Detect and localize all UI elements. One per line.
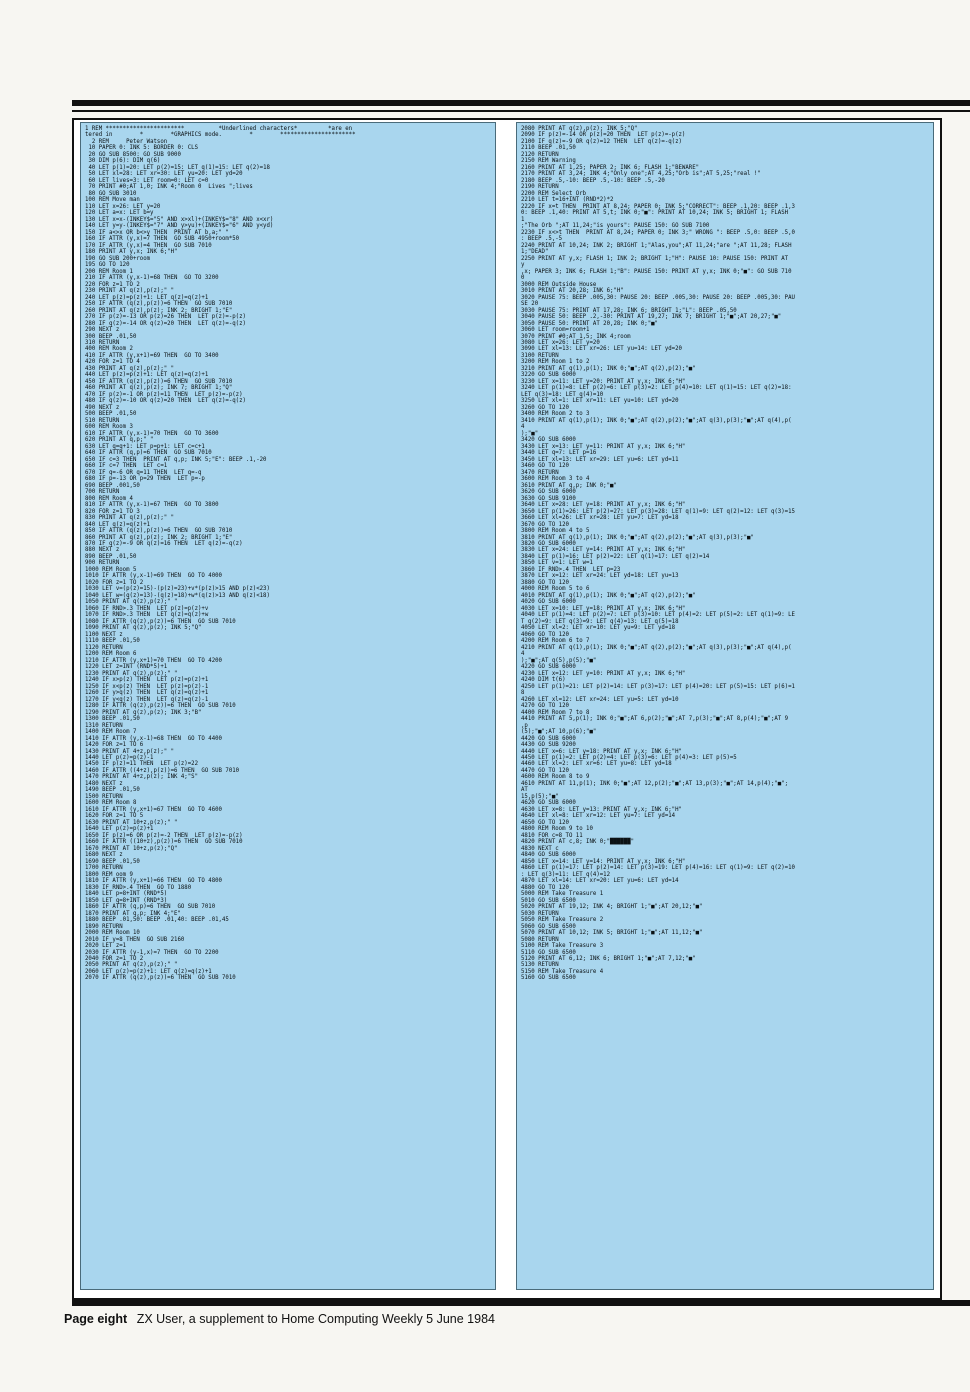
basic-listing-right: 2080 PRINT AT q(z),p(z); INK 5;"Q" 2090 IF p(z)=-14 OR p(z)=20 THEN LET p(z)=-p(z) 2100 IF q(z)=-9 OR q(z)=12 THEN LET q(z)=-q(z) 2110 BEEP .01,50 2120 RETURN 2150 REM Warning 2160 PRINT AT 1,25; PAPER 2; INK 6; FLASH 1;"BEWARE" 2170 PRINT AT 3,24; INK 4;"Only one";AT 4,25;"Orb is";AT 5,25;"real !" 2180 BEEP .5,-10: BEEP .5,-10: BEEP .5,-20 2190 RETURN 2200 REM Select Orb 2210 LET t=16+INT (RND*2)*2 2220 IF x=t THEN PRINT AT 8,24; PAPER 0; INK 5;"CORRECT": BEEP .1,20: BEEP .1,3 0: BEEP .1,40: PRINT AT 5,t; INK 0;"■": PRINT AT 10,24; INK 5; BRIGHT 1; FLASH 1 ;"The Orb ";AT 11,24;"is yours": PAUSE 150: GO SUB 7100 2230 IF x<>t THEN PRINT AT 8,24; PAPER 0; INK 3;" WRONG ": BEEP .5,0: BEEP .5,0 : BEEP .5,-5 2240 PRINT AT 10,24; INK 2; BRIGHT 1;"Alas,you";AT 11,24;"are ";AT 11,28; FLASH 1;"DEAD" 2250 PRINT AT y,x; FLASH 1; INK 2; BRIGHT 1;"H": PAUSE 10: PAUSE 150: PRINT AT y ,x; PAPER 3; INK 6; FLASH 1;"B": PAUSE 150: PRINT AT y,x; INK 0;"■": GO SUB 710 0 3000 REM Outside House 3010 PRINT AT 20,28; INK 6;"H" 3020 PAUSE 75: BEEP .005,30: PAUSE 20: BEEP .005,30: PAUSE 20: BEEP .005,30: PAU SE 20 3030 PAUSE 75: PRINT AT 17,28; INK 6; BRIGHT 1;"L": BEEP .05,50 3040 PAUSE 50: BEEP .2,-30: PRINT AT 19,27; INK 7; BRIGHT 1;"■";AT 20,27;"■" 3050 PAUSE 50: PRINT AT 20,28; INK 0;"■" 3060 LET room=room+1 3070 PRINT #0;AT 1,5; INK 4;room 3080 LET x=26: LET y=20 3090 LET xl=13: LET xr=26: LET yu=14: LET yd=20 3100 RETURN 3200 REM Room 1 to 2 3210 PRINT AT q(1),p(1); INK 0;"■";AT q(2),p(2);"■" 3220 GO SUB 6000 3230 LET x=11: LET y=20: PRINT AT y,x; INK 6;"H" 3240 LET p(1)=8: LET p(2)=6: LET p(3)=2: LET p(4)=10: LET q(1)=15: LET q(2)=18: LET q(3)=18: LET q(4)=10 3250 LET xl=1: LET xr=11: LET yu=10: LET yd=20 3260 GO TO 120 3400 REM Room 2 to 3 3410 PRINT AT q(1),p(1); INK 0;"■";AT q(2),p(2);"■";AT q(3),p(3);"■";AT q(4),p( 4 );"■" 3420 GO SUB 6000 3430 LET x=13: LET y=11: PRINT AT y,x; INK 6;"H" 3440 LET q=7: LET p=16 3450 LET xl=13: LET xr=29: LET yu=6: LET yd=11 3460 GO TO 120 3470 RETURN 3600 REM Room 3 to 4 3610 PRINT AT q,p; INK 0;"■" 3620 GO SUB 6000 3630 GO SUB 9100 3640 LET x=28: LET y=18: PRINT AT y,x; INK 6;"H" 3650 LET p(1)=26: LET p(2)=27: LET p(3)=28: LET q(1)=9: LET q(2)=12: LET q(3)=15 3660 LET xl=26: LET xr=28: LET yu=7: LET yd=18 3670 GO TO 120 3800 REM Room 4 to 5 3810 PRINT AT q(1),p(1); INK 0;"■";AT q(2),p(2);"■";AT q(3),p(3);"■" 3820 GO SUB 6000 3830 LET x=24: LET y=14: PRINT AT y,x; INK 6;"H" 3840 LET p(1)=16: LET p(2)=22: LET q(1)=17: LET q(2)=14 3850 LET v=1: LET w=1 3860 IF RND>.4 THEN LET p=23 3870 LET x=12: LET xr=24: LET yd=18: LET yu=13 3880 GO TO 120 4000 REM Room 5 to 6 4010 PRINT AT q(1),p(1); INK 0;"■";AT q(2),p(2);"■" 4020 GO SUB 6000 4030 LET x=10: LET y=18: PRINT AT y,x; INK 6;"H" 4040 LET p(1)=4: LET p(2)=7: LET p(3)=10: LET p(4)=2: LET p(5)=2: LET q(1)=9: LE T q(2)=9: LET q(3)=9: LET q(4)=13: LET q(5)=18 4050 LET xl=2: LET xr=10: LET yu=9: LET yd=18 4060 GO TO 120 4200 REM Room 6 to 7 4210 PRINT AT q(1),p(1); INK 0;"■";AT q(2),p(2);"■";AT q(3),p(3);"■";AT q(4),p( 4 );"■";AT q(5),p(5);"■" 4220 GO SUB 6000 4230 LET x=12: LET y=10: PRINT AT y,x; INK 6;"H" 4240 DIM t(6) 4250 LET p(1)=21: LET p(2)=14: LET p(3)=17: LET p(4)=20: LET p(5)=15: LET p(6)=1 8 4260 LET xl=12: LET xr=24: LET yu=5: LET yd=10 4270 GO TO 120 4400 REM Room 7 to 8 4410 PRINT AT 5,p(1); INK 0;"■";AT 6,p(2);"■";AT 7,p(3);"■";AT 8,p(4);"■";AT 9 ,p (5);"■";AT 10,p(6);"■" 4420 GO SUB 6000 4430 GO SUB 9200 4440 LET x=6: LET y=18: PRINT AT y,x; INK 6;"H" 4450 LET p(1)=2: LET p(2)=4: LET p(3)=6: LET p(4)=3: LET p(5)=5 4460 LET xl=2: LET xr=6: LET yu=8: LET yd=18 4470 GO TO 120 4600 REM Room 8 to 9 4610 PRINT AT 11,p(1); INK 0;"■";AT 12,p(2);"■";AT 13,p(3);"■";AT 14,p(4);"■"; AT 15,p(5);"■" 4620 GO SUB 6000 4630 LET x=8: LET y=13: PRINT AT y,x; INK 6;"H" 4640 LET xl=8: LET xr=12: LET yu=7: LET yd=14 4650 GO TO 120 4800 REM Room 9 to 10 4810 FOR c=8 TO 11 4820 PRINT AT c,8; INK 0;"██████" 4830 NEXT c 4840 GO SUB 6000 4850 LET x=14: LET y=14: PRINT AT y,x; INK 6;"H" 4860 LET p(1)=17: LET p(2)=14: LET p(3)=19: LET p(4)=16: LET q(1)=9: LET q(2)=10 : LET q(3)=11: LET q(4)=12 4870 LET xl=14: LET xr=20: LET yu=6: LET yd=14 4880 GO TO 120 5000 REM Take Treasure 1 5010 GO SUB 6500 5020 PRINT AT 19,12; INK 4; BRIGHT 1;"■";AT 20,12;"■" 5030 RETURN 5050 REM Take Treasure 2 5060 GO SUB 6500 5070 PRINT AT 10,12; INK 5; BRIGHT 1;"■";AT 11,12;"■" 5080 RETURN 5100 REM Take Treasure 3 5110 GO SUB 6500 5120 PRINT AT 6,12; INK 6; BRIGHT 1;"■";AT 7,12;"■" 5130 RETURN 5150 REM Take Treasure 4 5160 GO SUB 6500 [521, 126, 795, 982]
top-rule [72, 100, 970, 106]
listing-column-right [516, 122, 934, 1290]
bottom-rule [72, 1300, 970, 1306]
top-rule-thin [72, 110, 970, 112]
basic-listing-left: 1 REM *********************** *Underlined characters* *are en tered in * *GRAPHICS mode. * ********************** 2 REM Peter Watson 10 PAPER 0: INK 5: BORDER 0: CLS 20 GO SUB 8500: GO SUB 9000 30 DIM p(6): DIM q(6) 40 LET p(1)=20: LET p(2)=15: LET q(1)=15: LET q(2)=18 50 LET xl=28: LET xr=30: LET yu=20: LET yd=20 60 LET lives=3: LET room=0: LET c=0 70 PRINT #0;AT 1,0; INK 4;"Room 0 Lives ";lives 80 GO SUB 3010 100 REM Move man 110 LET x=26: LET y=20 120 LET a=x: LET b=y 130 LET x=x-(INKEY$="5" AND x>xl)+(INKEY$="8" AND x<xr) 140 LET y=y-(INKEY$="7" AND y>yu)+(INKEY$="6" AND y<yd) 150 IF a<>x OR b<>y THEN PRINT AT b,a;" " 160 IF ATTR (y,x)=7 THEN GO SUB 4950+room*50 170 IF ATTR (y,x)=4 THEN GO SUB 7010 180 PRINT AT y,x; INK 6;"H" 190 GO SUB 200+room 195 GO TO 120 200 REM Room 1 210 IF ATTR (y,x-1)=68 THEN GO TO 3200 220 FOR z=1 TO 2 230 PRINT AT q(z),p(z);" " 240 LET p(z)=p(z)+1: LET q(z)=q(z)+1 250 IF ATTR (q(z),p(z))=6 THEN GO SUB 7010 260 PRINT AT q(z),p(z); INK 2; BRIGHT 1;"E" 270 IF p(z)=-13 OR p(z)=26 THEN LET p(z)=-p(z) 280 IF q(z)=-14 OR q(z)=20 THEN LET q(z)=-q(z) 290 NEXT z 300 BEEP .01,50 310 RETURN 400 REM Room 2 410 IF ATTR (y,x+1)=69 THEN GO TO 3400 420 FOR z=1 TO 4 430 PRINT AT q(z),p(z);" " 440 LET p(z)=p(z)+1: LET q(z)=q(z)+1 450 IF ATTR (q(z),p(z))=6 THEN GO SUB 7010 460 PRINT AT q(z),p(z); INK 7; BRIGHT 1;"Q" 470 IF p(z)=-1 OR p(z)=11 THEN LET p(z)=-p(z) 480 IF q(z)=-10 OR q(z)=20 THEN LET q(z)=-q(z) 490 NEXT z 500 BEEP .01,50 510 RETURN 600 REM Room 3 610 IF ATTR (y,x-1)=70 THEN GO TO 3600 620 PRINT AT q,p;" " 630 LET q=q+1: LET p=p+1: LET c=c+1 640 IF ATTR (q,p)=6 THEN GO SUB 7010 650 IF c=3 THEN PRINT AT q,p; INK 5;"E": BEEP .1,-20 660 IF c=7 THEN LET c=1 670 IF q=-6 OR q=11 THEN LET q=-q 680 IF p=-13 OR p=29 THEN LET p=-p 690 BEEP .001,50 700 RETURN 800 REM Room 4 810 IF ATTR (y,x-1)=67 THEN GO TO 3800 820 FOR z=1 TO 3 830 PRINT AT q(z),p(z);" " 840 LET q(z)=q(z)+1 850 IF ATTR (q(z),p(z))=6 THEN GO SUB 7010 860 PRINT AT q(z),p(z); INK 2; BRIGHT 1;"E" 870 IF q(z)=-9 OR q(z)=16 THEN LET q(z)=-q(z) 880 NEXT z 890 BEEP .01,50 900 RETURN 1000 REM Room 5 1010 IF ATTR (y,x-1)=69 THEN GO TO 4000 1020 FOR z=1 TO 2 1030 LET v=(p(z)=15)-(p(z)=23)+v*(p(z)>15 AND p(z)<23) 1040 LET w=(q(z)=13)-(q(z)=18)+w*(q(z)>13 AND q(z)<18) 1050 PRINT AT q(z),p(z);" " 1060 IF RND>.3 THEN LET p(z)=p(z)+v 1070 IF RND>.3 THEN LET q(z)=q(z)+w 1080 IF ATTR (q(z),p(z))=6 THEN GO SUB 7010 1090 PRINT AT q(z),p(z); INK 5;"Q" 1100 NEXT z 1110 BEEP .01,50 1120 RETURN 1200 REM Room 6 1210 IF ATTR (y,x+1)=70 THEN GO TO 4200 1220 LET z=INT (RND*5)+1 1230 PRINT AT q(z),p(z);" " 1240 IF x>p(z) THEN LET p(z)=p(z)+1 1250 IF x<p(z) THEN LET p(z)=p(z)-1 1260 IF y>q(z) THEN LET q(z)=q(z)+1 1270 IF y<q(z) THEN LET q(z)=q(z)-1 1280 IF ATTR (q(z),p(z))=6 THEN GO SUB 7010 1290 PRINT AT q(z),p(z); INK 3;"B" 1300 BEEP .01,50 1310 RETURN 1400 REM Room 7 1410 IF ATTR (y,x-1)=68 THEN GO TO 4400 1420 FOR z=1 TO 6 1430 PRINT AT 4+z,p(z);" " 1440 LET p(z)=p(z)-1 1450 IF p(z)=11 THEN LET p(z)=22 1460 IF ATTR ((4+z),p(z))=6 THEN GO SUB 7010 1470 PRINT AT 4+z,p(z); INK 4;"S" 1480 NEXT z 1490 BEEP .01,50 1500 RETURN 1600 REM Room 8 1610 IF ATTR (y,x+1)=67 THEN GO TO 4600 1620 FOR z=1 TO 5 1630 PRINT AT 10+z,p(z);" " 1640 LET p(z)=p(z)+1 1650 IF p(z)=6 OR p(z)=-2 THEN LET p(z)=-p(z) 1660 IF ATTR ((10+z),p(z))=6 THEN GO SUB 7010 1670 PRINT AT 10+z,p(z);"Q" 1680 NEXT z 1690 BEEP .01,50 1700 RETURN 1800 REM oom 9 1810 IF ATTR (y,x+1)=66 THEN GO TO 4800 1830 IF RND>.4 THEN GO TO 1880 1840 LET p=8+INT (RND*5) 1850 LET q=8+INT (RND*3) 1860 IF ATTR (q,p)=6 THEN GO SUB 7010 1870 PRINT AT q,p; INK 4;"E" 1880 BEEP .01,50: BEEP .01,40: BEEP .01,45 1890 RETURN 2000 REM Room 10 2010 IF y=8 THEN GO SUB 2160 2020 LET z=1 2030 IF ATTR (y-1,x)=7 THEN GO TO 2200 2040 FOR z=1 TO 2 2050 PRINT AT q(z),p(z);" " 2060 LET p(z)=p(z)+1: LET q(z)=q(z)+1 2070 IF ATTR (q(z),p(z))=6 THEN GO SUB 7010 [85, 126, 356, 982]
listing-column-left [80, 122, 496, 1290]
page-number-label: Page eight [64, 1312, 128, 1326]
page-footer [64, 1312, 495, 1326]
publication-caption: ZX User, a supplement to Home Computing Weekly 5 June 1984 [136, 1312, 495, 1326]
